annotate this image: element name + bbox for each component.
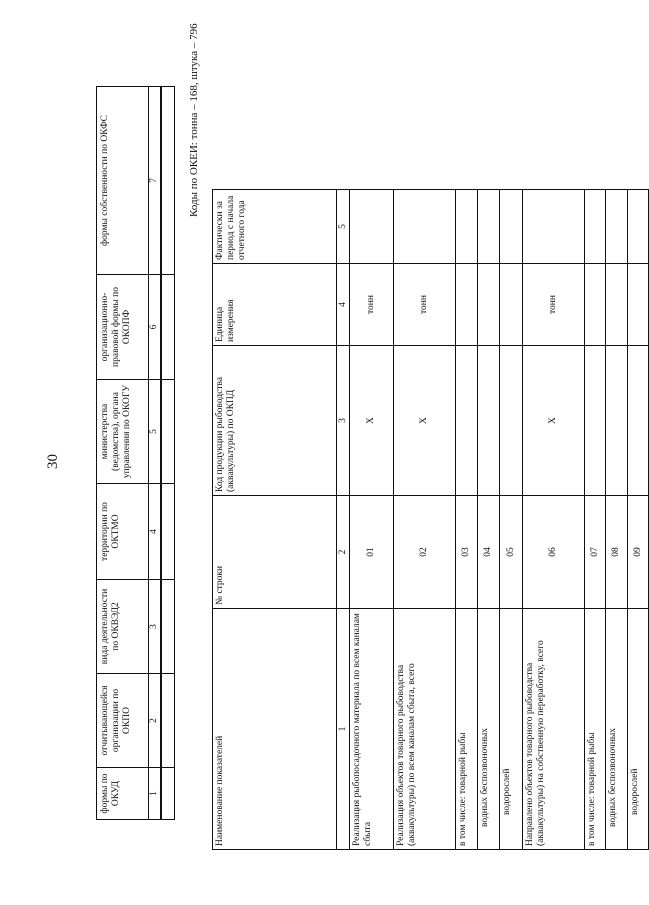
product-code: X xyxy=(350,346,394,496)
table-row xyxy=(585,190,606,850)
okei-codes: Коды по ОКЕИ: тонна – 168, штука – 796 xyxy=(188,23,200,217)
product-code: X xyxy=(523,346,585,496)
unit xyxy=(456,264,478,346)
actual-value xyxy=(456,190,478,264)
header-row xyxy=(213,190,337,850)
column-number-row xyxy=(337,190,350,850)
unit xyxy=(478,264,500,346)
header-line-number: № строки xyxy=(213,496,337,609)
codes-header-okogu: министерства (ведомства), органа управления по ОКОГУ xyxy=(97,380,149,484)
table-row xyxy=(606,190,628,850)
product-code xyxy=(606,346,628,496)
table-row xyxy=(523,190,585,850)
codes-col-number: 2 xyxy=(149,674,162,768)
indicator-name: водорослей xyxy=(628,609,649,850)
column-number: 5 xyxy=(337,190,350,264)
table-row xyxy=(628,190,649,850)
unit xyxy=(606,264,628,346)
unit xyxy=(500,264,523,346)
codes-header-okpo: отчитывающейся организации по ОКПО xyxy=(97,674,149,768)
product-code xyxy=(500,346,523,496)
table-row xyxy=(350,190,394,850)
codes-col-number: 5 xyxy=(149,380,162,484)
line-number: 04 xyxy=(478,496,500,609)
product-code xyxy=(628,346,649,496)
header-product-code: Код продукции рыбоводства (аквакультуры) по ОКПД xyxy=(213,346,337,496)
codes-value-cell xyxy=(161,674,175,768)
actual-value xyxy=(350,190,394,264)
codes-col-number: 6 xyxy=(149,275,162,380)
line-number: 05 xyxy=(500,496,523,609)
unit xyxy=(628,264,649,346)
indicator-name: водорослей xyxy=(500,609,523,850)
indicator-name: водных беспозвоночных xyxy=(478,609,500,850)
codes-table xyxy=(96,86,175,820)
actual-value xyxy=(500,190,523,264)
codes-value-cell xyxy=(161,275,175,380)
column-number: 2 xyxy=(337,496,350,609)
actual-value xyxy=(628,190,649,264)
codes-header-oktmo: территории по ОКТМО xyxy=(97,484,149,580)
codes-col-number: 4 xyxy=(149,484,162,580)
actual-value xyxy=(606,190,628,264)
table-row xyxy=(478,190,500,850)
actual-value xyxy=(394,190,456,264)
codes-header-okved2: вида деятельности по ОКВЭД2 xyxy=(97,580,149,674)
line-number: 02 xyxy=(394,496,456,609)
unit xyxy=(585,264,606,346)
actual-value xyxy=(585,190,606,264)
header-unit: Единица измерения xyxy=(213,264,337,346)
line-number: 08 xyxy=(606,496,628,609)
codes-value-cell xyxy=(161,580,175,674)
indicator-name: в том числе: товарной рыбы xyxy=(456,609,478,850)
unit: тонн xyxy=(350,264,394,346)
codes-col-number: 1 xyxy=(149,768,162,820)
codes-header-okfs: формы собственности по ОКФС xyxy=(97,87,149,275)
table-row xyxy=(456,190,478,850)
product-code xyxy=(456,346,478,496)
codes-col-number: 7 xyxy=(149,87,162,275)
line-number: 06 xyxy=(523,496,585,609)
line-number: 07 xyxy=(585,496,606,609)
codes-value-cell xyxy=(161,380,175,484)
unit: тонн xyxy=(523,264,585,346)
indicator-name: водных беспозвоночных xyxy=(606,609,628,850)
header-actual-value: Фактически за период с начала отчетного года xyxy=(213,190,337,264)
indicator-name: Реализация объектов товарного рыбоводства (аквакультуры) по всем каналам сбыта, всего xyxy=(394,609,456,850)
column-number: 4 xyxy=(337,264,350,346)
main-table xyxy=(212,189,649,850)
product-code: X xyxy=(394,346,456,496)
indicator-name: Реализация рыбопосадочного материала по всем каналам сбыта xyxy=(350,609,394,850)
indicator-name: в том числе: товарной рыбы xyxy=(585,609,606,850)
line-number: 01 xyxy=(350,496,394,609)
codes-value-cell xyxy=(161,484,175,580)
indicator-name: Направлено объектов товарного рыбоводства (аквакультуры) на собственную переработку, всего xyxy=(523,609,585,850)
product-code xyxy=(478,346,500,496)
product-code xyxy=(585,346,606,496)
codes-header-okud: формы по ОКУД xyxy=(97,768,149,820)
codes-value-cell xyxy=(161,768,175,820)
line-number: 09 xyxy=(628,496,649,609)
table-row xyxy=(394,190,456,850)
codes-header-okopf: организационно-правовой формы по ОКОПФ xyxy=(97,275,149,380)
unit: тонн xyxy=(394,264,456,346)
page-number: 30 xyxy=(45,454,61,469)
column-number: 1 xyxy=(337,609,350,850)
header-indicator-name: Наименование показателей xyxy=(213,609,337,850)
line-number: 03 xyxy=(456,496,478,609)
actual-value xyxy=(523,190,585,264)
column-number: 3 xyxy=(337,346,350,496)
codes-col-number: 3 xyxy=(149,580,162,674)
table-row xyxy=(500,190,523,850)
actual-value xyxy=(478,190,500,264)
codes-value-cell xyxy=(161,87,175,275)
